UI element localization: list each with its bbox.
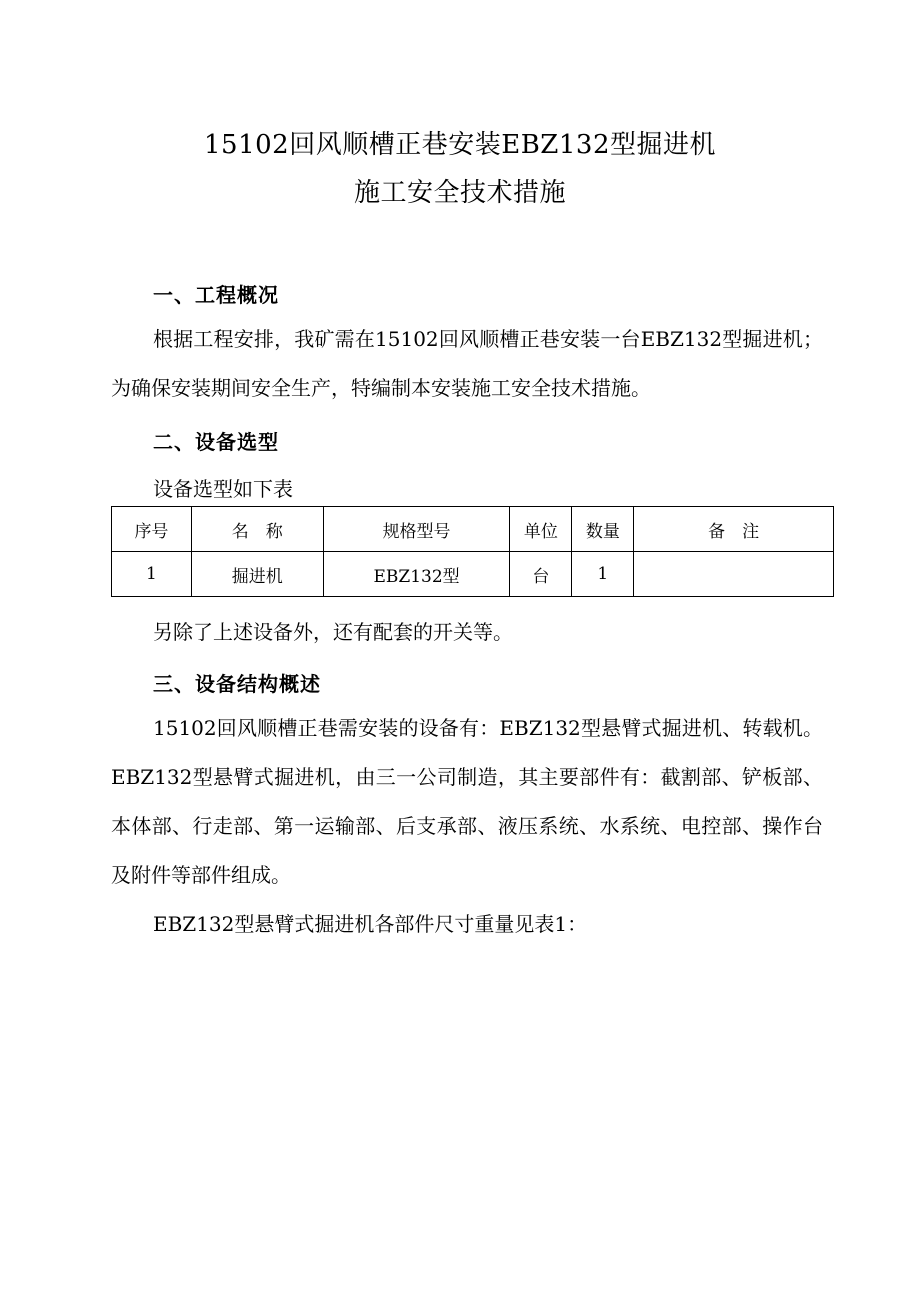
table-cell: 1 [572, 552, 634, 597]
table-cell: EBZ132型 [323, 552, 510, 597]
column-header: 备 注 [634, 507, 834, 552]
document-title-line-1: 15102回风顺槽正巷安装EBZ132型掘进机 [204, 130, 716, 160]
column-header: 单位 [510, 507, 572, 552]
table-cell [634, 552, 834, 597]
document-title-line-2: 施工安全技术措施 [353, 178, 566, 208]
table-cell: 台 [510, 552, 572, 597]
column-header: 数量 [572, 507, 634, 552]
column-header: 名 称 [191, 507, 323, 552]
section-heading-overview: 一、工程概况 [153, 283, 279, 307]
table-header-row [112, 507, 834, 552]
section-paragraph-structure: 15102回风顺槽正巷需安装的设备有：EBZ132型悬臂式掘进机、转载机。EBZ132型悬臂式掘进机，由三一公司制造，其主要部件有：截割部、铲板部、本体部、行走部、第一运输部、后支承部、液压系统、水系统、电控部、操作台及附件等部件组成。 [111, 716, 823, 887]
section-paragraph-table-reference: EBZ132型悬臂式掘进机各部件尺寸重量见表1： [153, 912, 588, 936]
table-cell: 1 [112, 552, 192, 597]
column-header: 序号 [112, 507, 192, 552]
table-row [112, 552, 834, 597]
section-heading-equipment-selection: 二、设备选型 [153, 430, 279, 454]
section-heading-structure: 三、设备结构概述 [153, 672, 321, 696]
section-paragraph-overview: 根据工程安排，我矿需在15102回风顺槽正巷安装一台EBZ132型掘进机；为确保安装期间安全生产，特编制本安装施工安全技术措施。 [111, 327, 823, 400]
column-header: 规格型号 [323, 507, 510, 552]
equipment-table-note: 另除了上述设备外，还有配套的开关等。 [153, 620, 513, 644]
equipment-table-intro: 设备选型如下表 [153, 477, 293, 501]
equipment-table [111, 506, 834, 597]
table-cell: 掘进机 [191, 552, 323, 597]
